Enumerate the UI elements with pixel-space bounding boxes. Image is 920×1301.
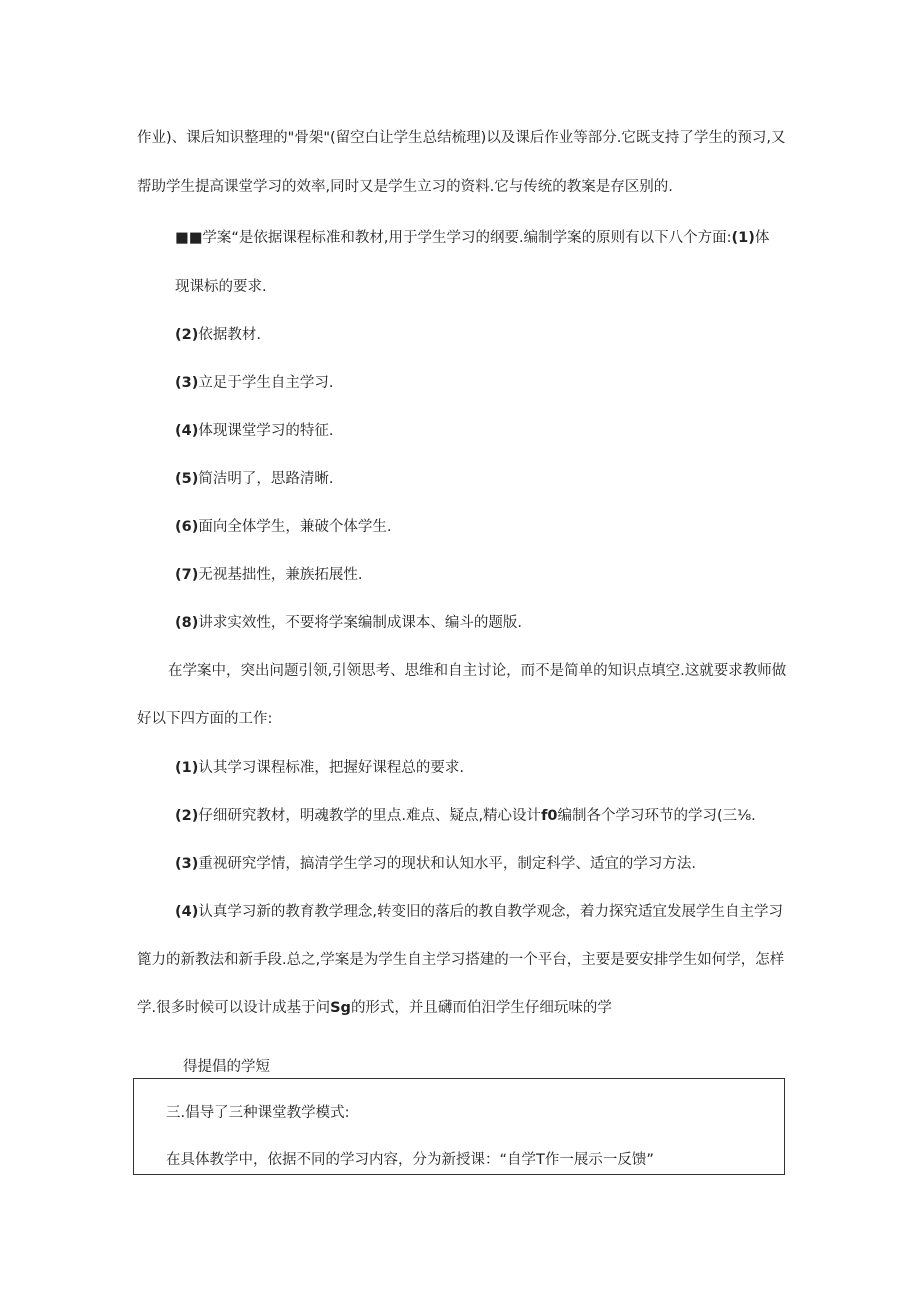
paragraph-3-line-1: 在学案中，突出问题引领,引领思考、思维和自主讨论，而不是简单的知识点填空.这就要求教师做 bbox=[168, 663, 787, 679]
task-item bbox=[175, 758, 464, 778]
principle-text: 讲求实效性，不要将学案编制成课本、编斗的题版. bbox=[198, 615, 522, 631]
paragraph-4-text-end: 的形式，并且礴而伯汨学生仔细玩味的学 bbox=[350, 1000, 612, 1016]
principle-text: 简洁明了，思路清晰. bbox=[198, 471, 334, 487]
task-number: (3) bbox=[175, 856, 199, 872]
task-bold-fragment: f0 bbox=[541, 808, 558, 824]
principle-item bbox=[175, 517, 391, 537]
principle-number: (1) bbox=[731, 230, 755, 246]
bullet-marker: ■■ bbox=[175, 230, 203, 246]
task-text: 认真学习新的教育教学理念,转变旧的落后的教自教学观念，着力探究适宜发展学生自主学习 bbox=[198, 904, 783, 920]
task-item bbox=[175, 854, 696, 874]
paragraph-2-text: 学案“是依据课程标准和教材,用于学生学习的纲要.编制学案的原则有以下八个方面: bbox=[202, 230, 732, 246]
principle-number: (6) bbox=[175, 519, 199, 535]
principle-item bbox=[175, 421, 333, 441]
task-text-end: 编制各个学习环节的学习(三⅛. bbox=[557, 808, 756, 824]
principle-text: 立足于学生自主学习. bbox=[198, 375, 334, 391]
principle-number: (3) bbox=[175, 375, 199, 391]
principle-text: 无视基拙性，兼族拓展性. bbox=[198, 567, 363, 583]
paragraph-4-bold-fragment: Sg bbox=[330, 1000, 351, 1016]
paragraph-4-line-2 bbox=[137, 998, 612, 1018]
task-item bbox=[175, 806, 756, 826]
principle-text: 体现课堂学习的特征. bbox=[198, 423, 334, 439]
principle-item bbox=[175, 565, 362, 585]
principle-text: 依据教材. bbox=[198, 327, 261, 343]
principle-item bbox=[175, 469, 333, 489]
principle-number: (4) bbox=[175, 423, 199, 439]
principle-item bbox=[175, 325, 261, 345]
principle-number: (7) bbox=[175, 567, 199, 583]
paragraph-3-line-2: 好以下四方面的工作: bbox=[137, 711, 273, 727]
paragraph-2-line-2: 现课标的要求. bbox=[175, 279, 267, 295]
paragraph-2-line-1 bbox=[175, 228, 769, 248]
task-item bbox=[175, 902, 783, 922]
task-text: 认其学习课程标准，把握好课程总的要求. bbox=[198, 760, 464, 776]
task-number: (2) bbox=[175, 808, 199, 824]
bordered-box bbox=[133, 1078, 785, 1175]
principle-number: (5) bbox=[175, 471, 199, 487]
box-line-2: 在具体教学中，依据不同的学习内容，分为新授课：“自学T作一展示一反馈” bbox=[166, 1152, 654, 1168]
task-number: (4) bbox=[175, 904, 199, 920]
principle-text: 面向全体学生，兼破个体学生. bbox=[198, 519, 392, 535]
paragraph-4-text: 学.很多时候可以设计成基于问 bbox=[137, 1000, 331, 1016]
principle-number: (8) bbox=[175, 615, 199, 631]
paragraph-4-line-1: 篦力的新教法和新手段.总之,学案是为学生自主学习搭建的一个平台，主要是要安排学生如何学，怎样 bbox=[137, 952, 785, 968]
principle-number: (2) bbox=[175, 327, 199, 343]
task-number: (1) bbox=[175, 760, 199, 776]
paragraph-2-tail: 体 bbox=[754, 230, 770, 246]
principle-item bbox=[175, 373, 333, 393]
paragraph-1-line-2: 帮助学生提高课堂学习的效率,同时又是学生立习的资料.它与传统的教案是存区别的. bbox=[137, 179, 673, 195]
task-text: 仔细研究教材，明魂教学的里点.难点、疑点,精心设计 bbox=[198, 808, 542, 824]
caption: 得提倡的学短 bbox=[183, 1059, 270, 1075]
paragraph-1-line-1: 作业)、课后知识整理的"骨架"(留空白让学生总结梳理)以及课后作业等部分.它既支持了学生的预习,又 bbox=[137, 130, 786, 146]
task-text: 重视研究学情，搞清学生学习的现状和认知水平，制定科学、适宜的学习方法. bbox=[198, 856, 696, 872]
box-line-1: 三.倡导了三种课堂教学模式: bbox=[166, 1105, 350, 1121]
principle-item bbox=[175, 613, 522, 633]
